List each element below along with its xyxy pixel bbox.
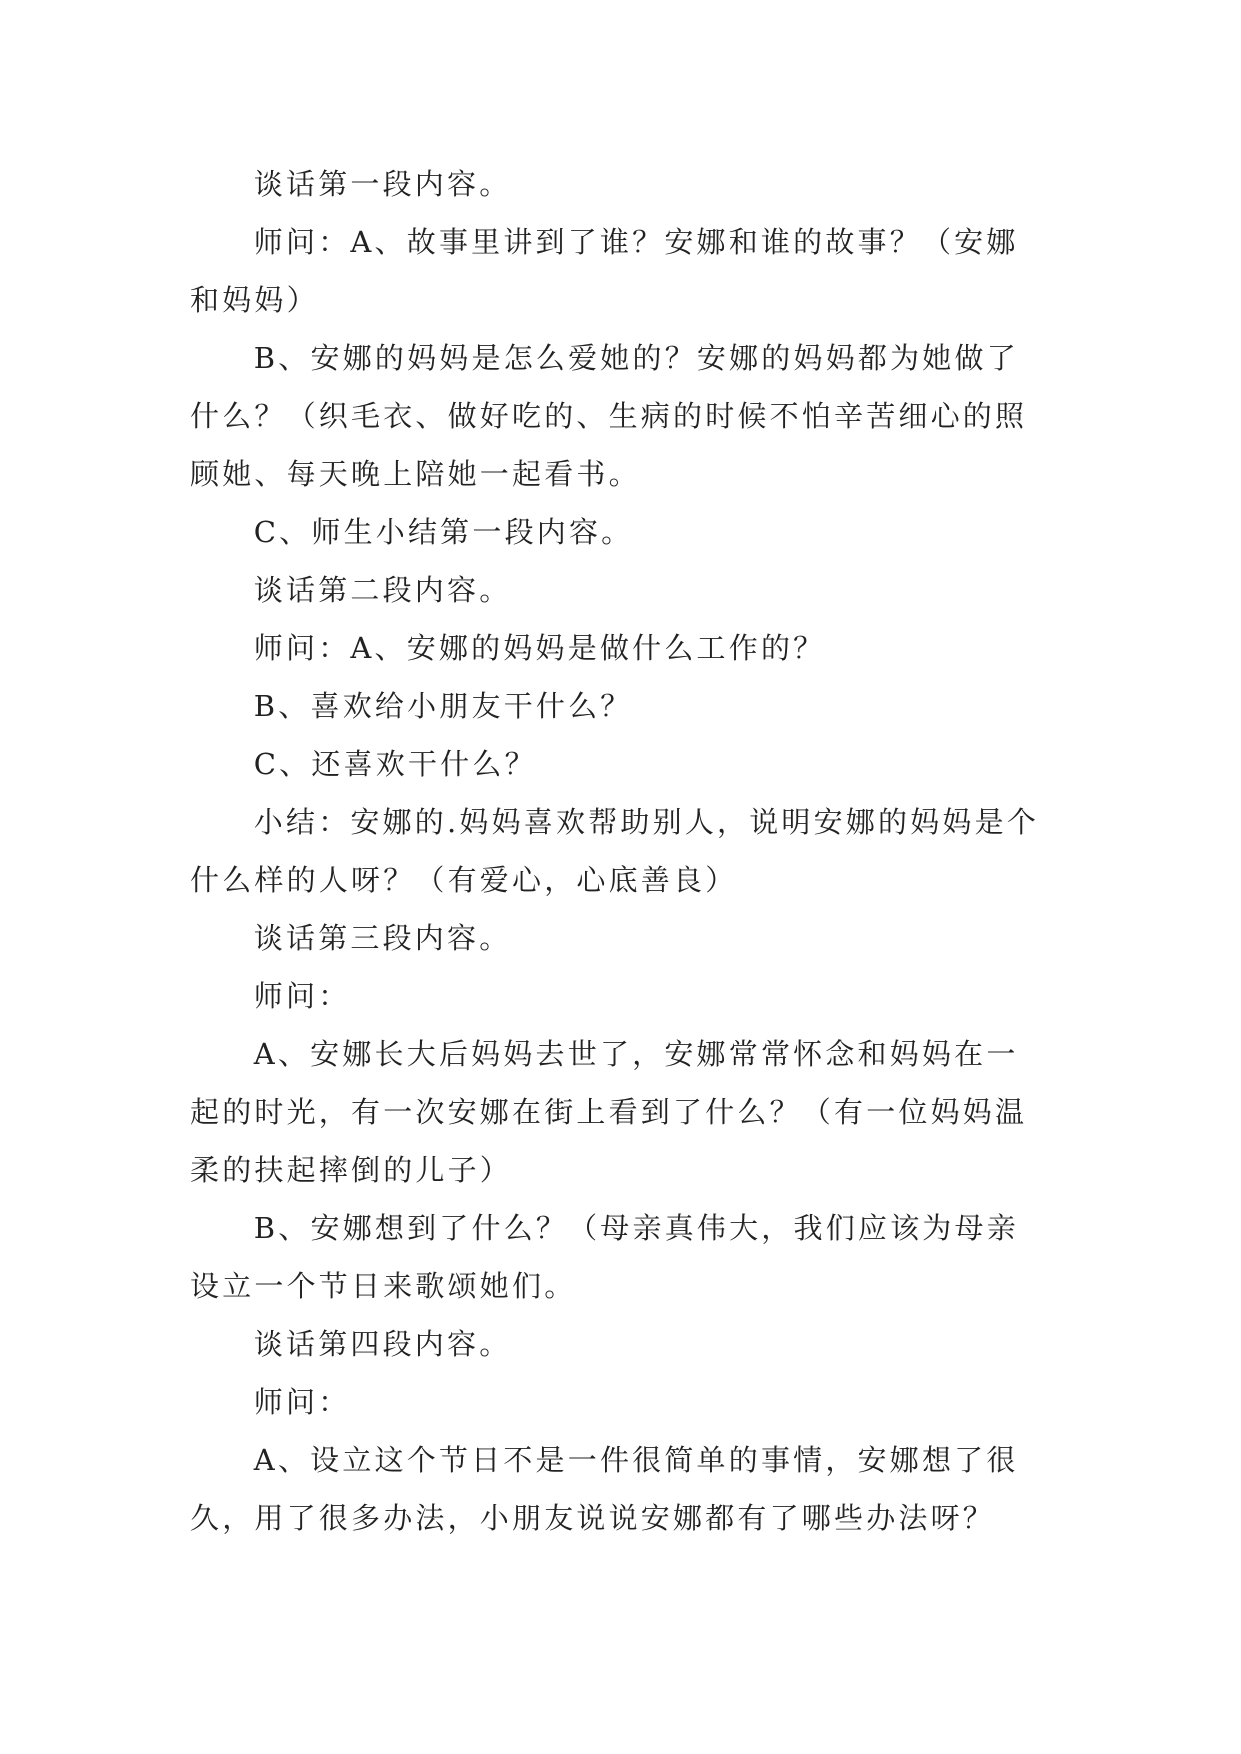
paragraph-11: 师问： — [253, 979, 351, 1013]
paragraph-13: B、安娜想到了什么？（母亲真伟大，我们应该为母亲设立一个节日来歌颂她们。 — [190, 1211, 1019, 1303]
paragraph-8: C、还喜欢干什么？ — [253, 747, 537, 781]
paragraph-3: B、安娜的妈妈是怎么爱她的？安娜的妈妈都为她做了什么？（织毛衣、做好吃的、生病的时候不怕辛苦细心的照顾她、每天晚上陪她一起看书。 — [190, 341, 1028, 491]
paragraph-9: 小结：安娜的.妈妈喜欢帮助别人，说明安娜的妈妈是个什么样的人呀？（有爱心，心底善良） — [190, 805, 1040, 897]
paragraph-5: 谈话第二段内容。 — [253, 573, 512, 607]
paragraph-15: 师问： — [253, 1385, 351, 1419]
paragraph-2: 师问：A、故事里讲到了谁？安娜和谁的故事？（安娜和妈妈） — [190, 225, 1019, 317]
paragraph-14: 谈话第四段内容。 — [253, 1327, 512, 1361]
paragraph-10: 谈话第三段内容。 — [253, 921, 512, 955]
document-body — [190, 155, 1050, 1547]
paragraph-1: 谈话第一段内容。 — [253, 167, 512, 201]
paragraph-16: A、设立这个节日不是一件很简单的事情，安娜想了很久，用了很多办法，小朋友说说安娜都有了哪些办法呀？ — [190, 1443, 1019, 1535]
paragraph-6: 师问：A、安娜的妈妈是做什么工作的？ — [253, 631, 826, 665]
paragraph-7: B、喜欢给小朋友干什么？ — [253, 689, 633, 723]
paragraph-12: A、安娜长大后妈妈去世了，安娜常常怀念和妈妈在一起的时光，有一次安娜在街上看到了什么？（有一位妈妈温柔的扶起摔倒的儿子） — [190, 1037, 1028, 1187]
paragraph-4: C、师生小结第一段内容。 — [253, 515, 634, 549]
